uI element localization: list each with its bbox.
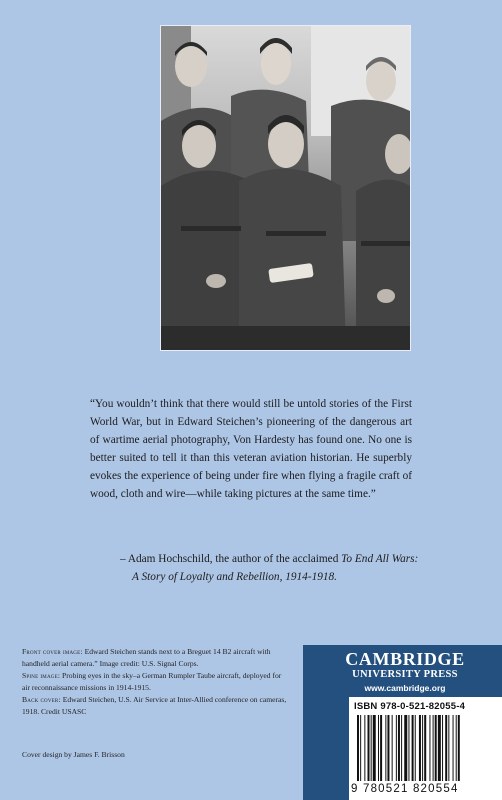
attribution-book-title-2: A Story of Loyalty and Rebellion, 1914-1918. xyxy=(132,571,337,583)
publisher-name: CAMBRIDGE xyxy=(345,649,465,669)
attribution-author: – Adam Hochschild, the author of the acclaimed xyxy=(120,553,339,565)
isbn-label: ISBN 978-0-521-82055-4 xyxy=(354,701,466,712)
attribution-book-title-1: To End All Wars: xyxy=(341,553,419,565)
cover-design-credit: Cover design by James F. Brisson xyxy=(22,750,125,759)
spine-text: Probing eyes in the sky–a German Rumpler Taube aircraft, deployed for air reconnaissance missions in 1914-1915. xyxy=(22,671,282,692)
front-cover-credit xyxy=(22,646,290,669)
spine-label: Spine image: xyxy=(22,671,61,681)
back-cover-label: Back cover: xyxy=(22,695,61,705)
group-portrait-image xyxy=(161,26,410,350)
barcode-number: 9 780521 820554 xyxy=(351,783,459,795)
back-cover-credit xyxy=(22,694,290,717)
image-credits xyxy=(22,646,290,719)
front-cover-text: Edward Steichen stands next to a Breguet 14 B2 aircraft with handheld aerial camera.” Image credit: U.S. Signal Corps. xyxy=(22,647,271,668)
cover-photo-officers xyxy=(160,25,411,351)
publisher-block xyxy=(303,645,502,800)
publisher-url: www.cambridge.org xyxy=(364,683,446,693)
back-cover-text: Edward Steichen, U.S. Air Service at Inter-Allied conference on cameras, 1918. Credit USASC xyxy=(22,695,287,716)
endorsement-quote: “You wouldn’t think that there would still be untold stories of the First World War, but in Edward Steichen’s pioneering of the dangerous art of wartime aerial photography, Von Hardesty has found one. No one is better suited to tell it than this veteran aviation historian. He superbly evokes the experience of being under fire when flying a fragile craft of wood, cloth and wire—while taking pictures at the same time.” xyxy=(90,398,412,500)
barcode-panel xyxy=(349,697,502,800)
barcode-image xyxy=(353,715,498,783)
publisher-subtitle: UNIVERSITY PRESS xyxy=(352,669,458,680)
front-cover-label: Front cover image: xyxy=(22,647,83,656)
quote-attribution xyxy=(120,550,420,586)
spine-credit xyxy=(22,670,290,693)
